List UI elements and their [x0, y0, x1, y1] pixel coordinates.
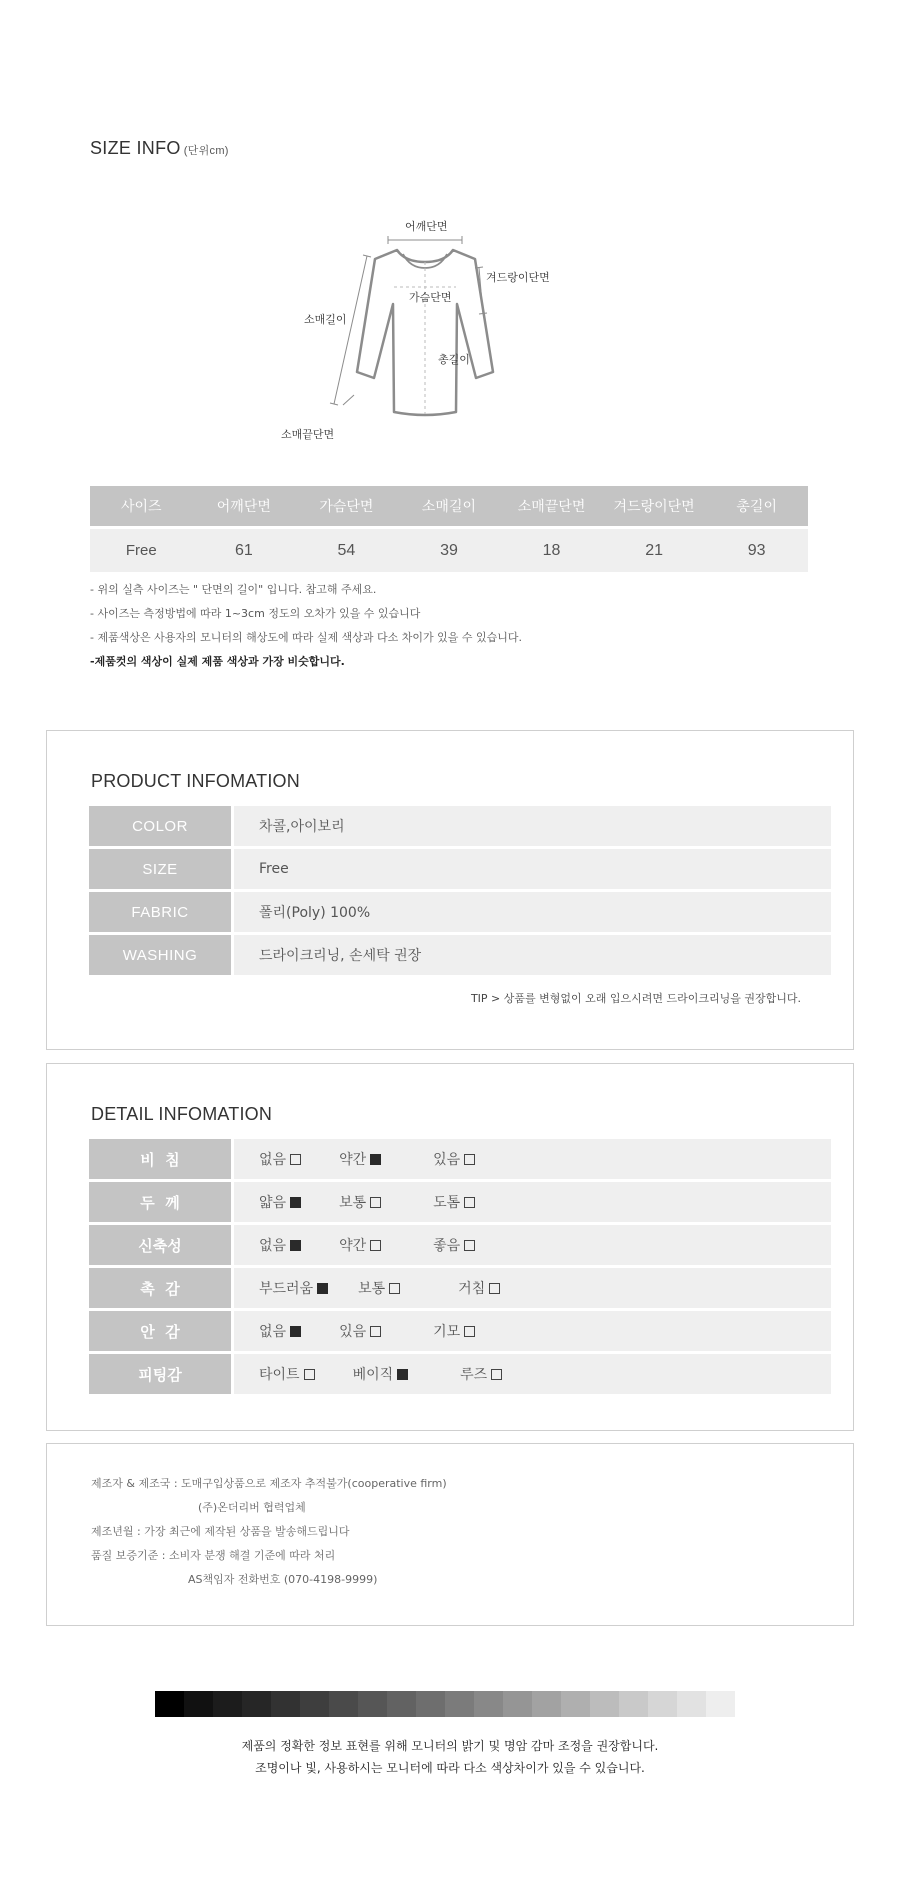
product-info-label: WASHING: [89, 935, 234, 975]
detail-option: [339, 1149, 381, 1169]
size-header-cell: 어깨단면: [193, 486, 296, 528]
size-header-cell: 가슴단면: [295, 486, 398, 528]
detail-info-options: [234, 1139, 831, 1179]
grayscale-swatch: [445, 1691, 474, 1717]
grayscale-swatch: [416, 1691, 445, 1717]
product-info-value: 폴리(Poly) 100%: [234, 892, 831, 932]
size-header-cell: 소매길이: [398, 486, 501, 528]
maker-line: (주)온더리버 협력업체: [198, 1501, 306, 1514]
detail-info-title: DETAIL INFOMATION: [91, 1104, 273, 1124]
maker-info: [91, 1472, 447, 1592]
detail-option-label: 거침: [458, 1281, 486, 1297]
detail-option: [339, 1321, 381, 1341]
product-info-label: SIZE: [89, 849, 234, 889]
detail-option-label: 얇음: [259, 1195, 287, 1211]
detail-option: [433, 1149, 475, 1169]
unchecked-box-icon: [389, 1283, 400, 1294]
label-sleeve-cuff: 소매끝단면: [281, 428, 335, 441]
size-table-header-row: [90, 486, 808, 528]
detail-option: [259, 1235, 301, 1255]
detail-option: [259, 1149, 301, 1169]
grayscale-swatch: [706, 1691, 735, 1717]
detail-option-label: 베이직: [352, 1367, 394, 1383]
garment-measurement-diagram: [270, 212, 610, 452]
detail-option-label: 없음: [259, 1152, 287, 1168]
detail-info-table: [89, 1136, 831, 1397]
size-table: [90, 486, 808, 572]
detail-option-label: 기모: [433, 1324, 461, 1340]
grayscale-swatch: [387, 1691, 416, 1717]
product-info-section: [46, 730, 854, 1050]
size-cell: 93: [705, 528, 808, 573]
detail-option: [433, 1321, 475, 1341]
detail-info-section: [46, 1063, 854, 1431]
label-total-length: 총길이: [438, 353, 470, 366]
grayscale-swatch: [242, 1691, 271, 1717]
table-row: [89, 849, 831, 889]
size-cell: Free: [90, 528, 193, 573]
checked-box-icon: [397, 1369, 408, 1380]
grayscale-swatch: [329, 1691, 358, 1717]
unchecked-box-icon: [491, 1369, 502, 1380]
note-line: - 사이즈는 측정방법에 따라 1~3cm 정도의 오차가 있을 수 있습니다: [90, 607, 421, 620]
washing-tip: TIP > 상품를 변형없이 오래 입으시려면 드라이크리닝을 권장합니다.: [470, 992, 801, 1005]
size-cell: 39: [398, 528, 501, 573]
detail-info-label: 안 감: [89, 1311, 234, 1351]
maker-line: 품질 보증기준 : 소비자 분쟁 해결 기준에 따라 처리: [91, 1549, 336, 1562]
detail-option-label: 부드러움: [259, 1281, 314, 1297]
detail-info-label: 신축성: [89, 1225, 234, 1265]
detail-option: [358, 1278, 400, 1298]
size-cell: 61: [193, 528, 296, 573]
product-info-label: COLOR: [89, 806, 234, 846]
detail-option-label: 보통: [358, 1281, 386, 1297]
unchecked-box-icon: [290, 1154, 301, 1165]
grayscale-swatch: [503, 1691, 532, 1717]
product-info-value: 차콜,아이보리: [234, 806, 831, 846]
table-row: [89, 935, 831, 975]
grayscale-swatch: [155, 1691, 184, 1717]
maker-info-section: [46, 1443, 854, 1626]
note-line-emphasis: -제품컷의 색상이 실제 제품 색상과 가장 비슷합니다.: [90, 655, 345, 668]
unchecked-box-icon: [464, 1326, 475, 1337]
checked-box-icon: [290, 1240, 301, 1251]
grayscale-swatch: [474, 1691, 503, 1717]
detail-option-label: 없음: [259, 1324, 287, 1340]
product-info-value: 드라이크리닝, 손세탁 권장: [234, 935, 831, 975]
detail-option-label: 루즈: [460, 1367, 488, 1383]
monitor-notice: [0, 1735, 900, 1779]
table-row: [89, 892, 831, 932]
sleeve-cuff-measure-line: [343, 395, 354, 405]
grayscale-swatch: [619, 1691, 648, 1717]
maker-line: 제조년월 : 가장 최근에 제작된 상품을 발송해드립니다: [91, 1525, 350, 1538]
detail-option-label: 약간: [339, 1152, 367, 1168]
checked-box-icon: [290, 1326, 301, 1337]
detail-info-options: [234, 1182, 831, 1222]
note-line: - 제품색상은 사용자의 모니터의 해상도에 따라 실제 색상과 다소 차이가 있을 수 있습니다.: [90, 631, 522, 644]
grayscale-swatch: [648, 1691, 677, 1717]
size-info-unit: (단위cm): [183, 145, 229, 157]
detail-info-options: [234, 1354, 831, 1394]
table-row: [89, 1311, 831, 1351]
detail-option: [460, 1364, 502, 1384]
product-info-title: PRODUCT INFOMATION: [91, 771, 300, 791]
checked-box-icon: [317, 1283, 328, 1294]
grayscale-swatch: [532, 1691, 561, 1717]
detail-option: [259, 1364, 315, 1384]
size-cell: 18: [500, 528, 603, 573]
maker-line: 제조자 & 제조국 : 도매구입상품으로 제조자 추적불가(cooperative firm): [91, 1477, 447, 1490]
detail-option: [259, 1321, 301, 1341]
size-header-cell: 겨드랑이단면: [603, 486, 706, 528]
detail-option: [353, 1364, 409, 1384]
detail-option: [259, 1192, 301, 1212]
grayscale-swatch: [590, 1691, 619, 1717]
product-info-value: Free: [234, 849, 831, 889]
detail-info-options: [234, 1311, 831, 1351]
detail-option-label: 있음: [433, 1152, 461, 1168]
unchecked-box-icon: [464, 1240, 475, 1251]
detail-option: [339, 1192, 381, 1212]
table-row: [89, 1268, 831, 1308]
checked-box-icon: [370, 1154, 381, 1165]
grayscale-swatch: [184, 1691, 213, 1717]
checked-box-icon: [290, 1197, 301, 1208]
sleeve-length-measure-line: [334, 256, 367, 404]
grayscale-swatch: [213, 1691, 242, 1717]
size-cell: 21: [603, 528, 706, 573]
unchecked-box-icon: [489, 1283, 500, 1294]
grayscale-swatch: [358, 1691, 387, 1717]
table-row: [89, 1182, 831, 1222]
monitor-notice-line: 조명이나 빛, 사용하시는 모니터에 따라 다소 색상차이가 있을 수 있습니다.: [255, 1761, 645, 1775]
detail-option-label: 보통: [339, 1195, 367, 1211]
monitor-notice-line: 제품의 정확한 정보 표현를 위해 모니터의 밝기 및 명암 감마 조정을 권장합니다.: [241, 1739, 659, 1753]
detail-info-options: [234, 1225, 831, 1265]
unchecked-box-icon: [370, 1326, 381, 1337]
grayscale-calibration-strip: [155, 1691, 735, 1717]
detail-option: [433, 1235, 475, 1255]
detail-option: [433, 1192, 475, 1212]
size-header-cell: 총길이: [705, 486, 808, 528]
label-chest: 가슴단면: [409, 291, 452, 304]
grayscale-swatch: [677, 1691, 706, 1717]
detail-option-label: 있음: [339, 1324, 367, 1340]
size-info-title: [90, 138, 229, 159]
unchecked-box-icon: [370, 1240, 381, 1251]
label-shoulder: 어깨단면: [405, 220, 448, 233]
detail-option-label: 없음: [259, 1238, 287, 1254]
detail-option-label: 도톰: [433, 1195, 461, 1211]
detail-option: [458, 1278, 500, 1298]
table-row: [89, 806, 831, 846]
table-row: [90, 528, 808, 573]
maker-line: AS책임자 전화번호 (070-4198-9999): [188, 1573, 378, 1586]
size-notes: [90, 578, 522, 674]
detail-info-label: 비 침: [89, 1139, 234, 1179]
detail-option-label: 좋음: [433, 1238, 461, 1254]
unchecked-box-icon: [464, 1197, 475, 1208]
grayscale-swatch: [561, 1691, 590, 1717]
table-row: [89, 1139, 831, 1179]
grayscale-swatch: [300, 1691, 329, 1717]
unchecked-box-icon: [464, 1154, 475, 1165]
detail-option: [259, 1278, 328, 1298]
detail-option-label: 타이트: [259, 1367, 300, 1383]
label-sleeve-length: 소매길이: [304, 313, 347, 326]
size-header-cell: 사이즈: [90, 486, 193, 528]
table-row: [89, 1354, 831, 1394]
label-armhole: 겨드랑이단면: [486, 271, 550, 284]
detail-option: [339, 1235, 381, 1255]
table-row: [89, 1225, 831, 1265]
detail-info-options: [234, 1268, 831, 1308]
unchecked-box-icon: [370, 1197, 381, 1208]
size-header-cell: 소매끝단면: [500, 486, 603, 528]
grayscale-swatch: [271, 1691, 300, 1717]
product-info-table: [89, 803, 831, 978]
detail-info-label: 피팅감: [89, 1354, 234, 1394]
size-info-heading: SIZE INFO: [90, 138, 181, 158]
unchecked-box-icon: [304, 1369, 315, 1380]
size-cell: 54: [295, 528, 398, 573]
note-line: - 위의 실측 사이즈는 " 단면의 길이" 입니다. 참고해 주세요.: [90, 583, 377, 596]
detail-option-label: 약간: [339, 1238, 367, 1254]
product-info-label: FABRIC: [89, 892, 234, 932]
detail-info-label: 촉 감: [89, 1268, 234, 1308]
detail-info-label: 두 께: [89, 1182, 234, 1222]
